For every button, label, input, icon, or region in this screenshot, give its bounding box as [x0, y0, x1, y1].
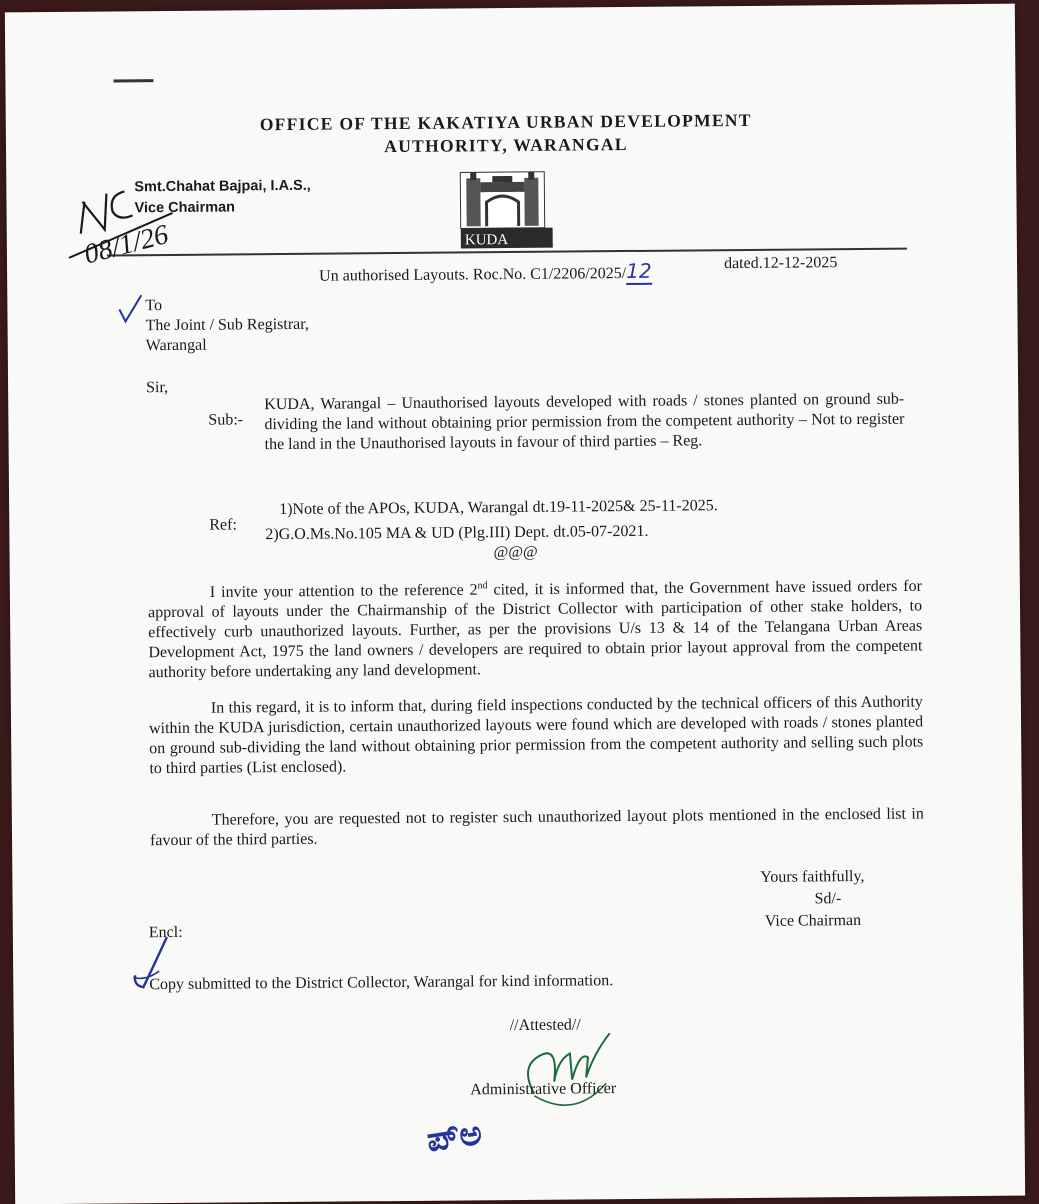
handwritten-date-text: 08/1/26: [81, 219, 172, 271]
letter-page: [5, 4, 1025, 1204]
top-dash-mark: [113, 79, 153, 82]
office-header-line2: AUTHORITY, WARANGAL: [384, 133, 628, 157]
reference-item: 2)G.O.Ms.No.105 MA & UD (Plg.III) Dept. dt.05-07-2021.: [265, 522, 649, 544]
salutation: Sir,: [146, 379, 169, 397]
check-mark-icon: [115, 291, 145, 331]
subject-text: KUDA, Warangal – Unauthorised layouts developed with roads / stones planted on ground sub-dividing the land without obtaining prior permission from the competent authority – Not to register the land in the Unauthorised layouts in favour of third parties – Reg.: [264, 390, 905, 454]
roc-number: Un authorised Layouts. Roc.No. C1/2206/2025/: [319, 265, 627, 285]
attested-label: //Attested//: [509, 1016, 581, 1035]
handwritten-serial-number: 12: [626, 258, 652, 284]
body-paragraph-3: Therefore, you are requested not to register such unauthorized layout plots mentioned in the enclosed list in favour of the third parties.: [149, 805, 924, 850]
address-place: Warangal: [145, 336, 207, 355]
reference-label: Ref:: [209, 516, 237, 534]
copy-submitted-note: Copy submitted to the District Collector, Warangal for kind information.: [149, 972, 614, 994]
letter-date: dated.12-12-2025: [723, 254, 838, 273]
address-recipient: The Joint / Sub Registrar,: [145, 315, 309, 335]
logo-label: KUDA: [464, 232, 509, 249]
closing-designation: Vice Chairman: [764, 911, 862, 930]
body-paragraph-1: I invite your attention to the reference 2nd cited, it is informed that, the Government have issued orders for approval of layouts under the Chairmanship of the District Collector with participation of other stake holders, to effectively curb unauthorized layouts. Further, as per the provisions U/s 13 & 14 of the Telangana Urban Areas Development Act, 1975 the land owners / developers are required to obtain prior layout approval from the competent authority before undertaking any land development.: [147, 577, 923, 682]
enclosure-label: Encl:: [148, 923, 183, 942]
officer-name: Smt.Chahat Bajpai, I.A.S.,: [134, 177, 311, 196]
closing-sd: Sd/-: [814, 890, 842, 908]
handwritten-footer-mark: ಪ್ಅ: [423, 1112, 485, 1161]
kuda-gateway-icon: [452, 168, 553, 251]
green-signature: [514, 1023, 625, 1124]
roc-reference: [319, 258, 652, 287]
officer-designation: Vice Chairman: [134, 199, 236, 217]
body-paragraph-2: In this regard, it is to inform that, during field inspections conducted by the technical officers of this Authority within the KUDA jurisdiction, certain unauthorized layouts were found which are developed with roads / stones planted on ground sub-dividing the land without obtaining prior permission from the competent authority and selling such plots to third parties (List enclosed).: [149, 693, 924, 778]
kuda-logo: [452, 168, 553, 251]
reference-item: 1)Note of the APOs, KUDA, Warangal dt.19-11-2025& 25-11-2025.: [279, 497, 718, 519]
reference-separator: @@@: [493, 543, 538, 562]
closing-yours-faithfully: Yours faithfully,: [760, 867, 865, 886]
subject-label: Sub:-: [208, 411, 244, 429]
attesting-officer: Administrative Officer: [470, 1080, 617, 1099]
office-header-line1: OFFICE OF THE KAKATIYA URBAN DEVELOPMENT: [259, 109, 752, 135]
address-to: To: [145, 297, 163, 315]
